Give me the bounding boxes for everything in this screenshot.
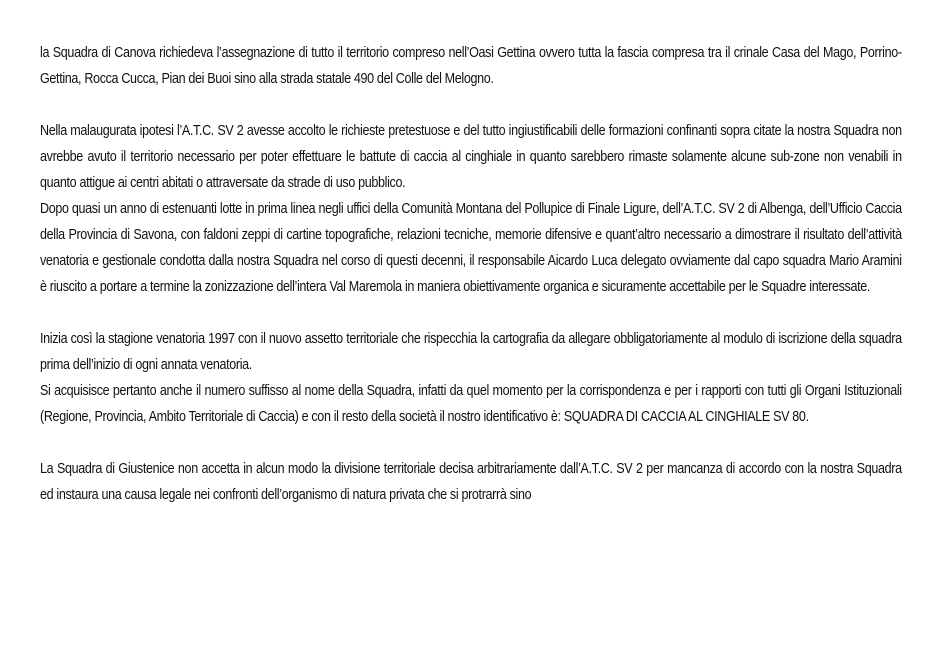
paragraph-zoning-struggle: Dopo quasi un anno di estenuanti lotte in prima linea negli uffici della Comunità Montana del Pollupice di Finale Ligure, dell’A.T.C. SV 2 di Albenga, dell’Ufficio Caccia della Provincia di Savona, con faldoni zeppi di cartine topografiche, relazioni tecniche, memorie difensive e quant’altro necessario a dimostrare il risultato dell’attività venatoria e gestionale condotta dalla nostra Squadra nel corso di questi decenni, il responsabile Aicardo Luca delegato ovviamente dal capo squadra Mario Aramini è riuscito a portare a termine la zonizzazione dell’intera Val Maremola in maniera obiettivamente organica e sicuramente accettabile per le Squadre interessate.	[40, 201, 902, 295]
paragraph-gap	[40, 300, 902, 326]
paragraph-giustenice: La Squadra di Giustenice non accetta in alcun modo la divisione territoriale decisa arbitrariamente dall’A.T.C. SV 2 per mancanza di accordo con la nostra Squadra ed instaura una causa legale nei confronti dell’organismo di natura privata che si protrarrà sino	[40, 461, 902, 503]
paragraph-gap	[40, 92, 902, 118]
document-page	[40, 40, 902, 508]
paragraph-hypothesis: Nella malaugurata ipotesi l’A.T.C. SV 2 avesse accolto le richieste pretestuose e del tutto ingiustificabili delle formazioni confinanti sopra citate la nostra Squadra non avrebbe avuto il territorio necessario per poter effettuare le battute di caccia al cinghiale in quanto sarebbero rimaste solamente alcune sub-zone non venabili in quanto attigue ai centri abitati o attraversate da strade di uso pubblico.	[40, 123, 902, 191]
paragraph-identifier: Si acquisisce pertanto anche il numero suffisso al nome della Squadra, infatti da quel momento per la corrispondenza e per i rapporti con tutti gli Organi Istituzionali (Regione, Provincia, Ambito Territoriale di Caccia) e con il resto della società il nostro identificativo è: SQUADRA DI CACCIA AL CINGHIALE SV 80.	[40, 383, 902, 425]
document-body	[40, 40, 902, 508]
paragraph-gap	[40, 430, 902, 456]
paragraph-canova-request: la Squadra di Canova richiedeva l’assegnazione di tutto il territorio compreso nell’Oasi Gettina ovvero tutta la fascia compresa tra il crinale Casa del Mago, Porrino-Gettina, Rocca Cucca, Pian dei Buoi sino alla strada statale 490 del Colle del Melogno.	[40, 45, 902, 87]
paragraph-season-1997: Inizia così la stagione venatoria 1997 con il nuovo assetto territoriale che rispecchia la cartografia da allegare obbligatoriamente al modulo di iscrizione della squadra prima dell’inizio di ogni annata venatoria.	[40, 331, 902, 373]
